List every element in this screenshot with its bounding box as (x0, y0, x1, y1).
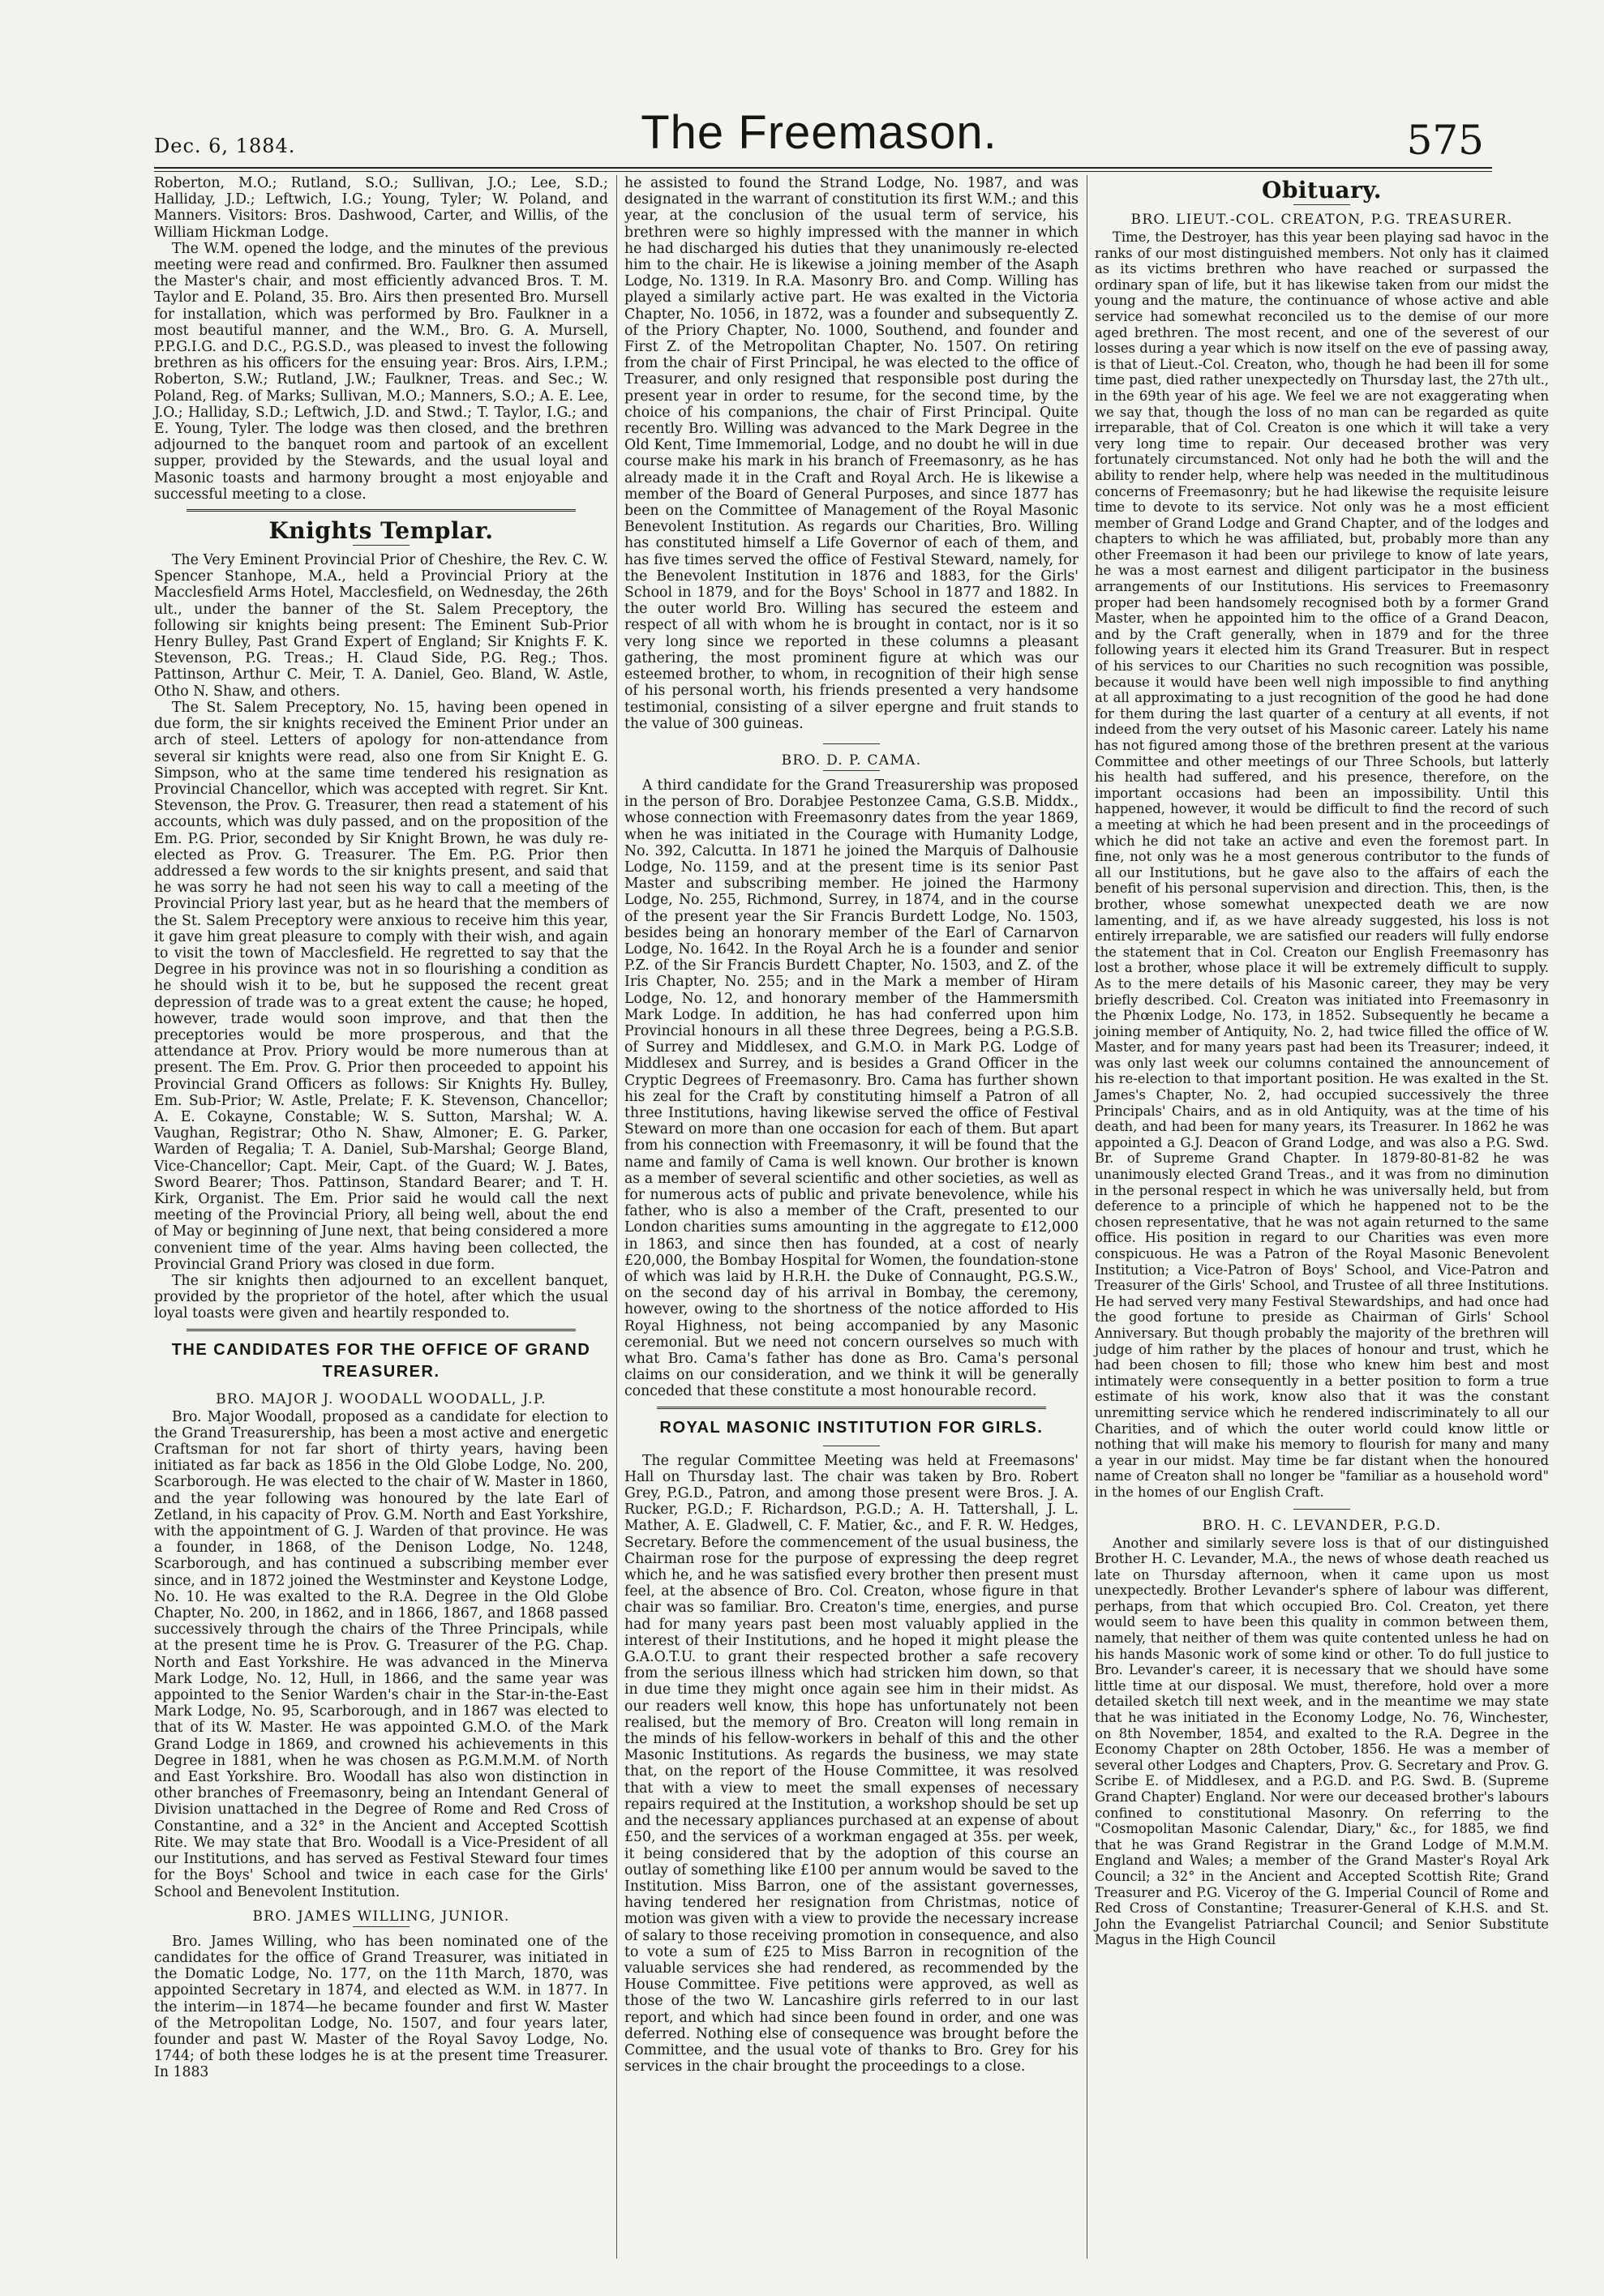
masthead (154, 105, 1484, 170)
paragraph: Bro. James Willing, who has been nominated one of the candidates for the office of Grand Treasurer, was initiated in the Domatic Lodge, No. 177, on the 11th March, 1870, was appointed Secretary in 1874, and elected as W.M. in 1877. In the interim—in 1874—he became founder and first W. Master of the Metropolitan Lodge, No. 1507, and four years later, founder and past W. Master of the Royal Savoy Lodge, No. 1744; of both these lodges he is at the present time Treasurer. In 1883 (154, 1933, 608, 2081)
section-title-candidates: THE CANDIDATES FOR THE OFFICE OF GRAND TREASURER. (171, 1340, 591, 1381)
issue-date: Dec. 6, 1884. (154, 135, 296, 157)
short-rule (823, 743, 880, 744)
column-1 (154, 175, 608, 2081)
short-rule (353, 1926, 410, 1927)
subsection-title-levander: BRO. H. C. LEVANDER, P.G.D. (1202, 1517, 1442, 1534)
section-rule (657, 1407, 1046, 1409)
subsection-title-willing: BRO. JAMES WILLING, JUNIOR. (252, 1908, 510, 1925)
paragraph: Another and similarly severe loss is that of our distinguished Brother H. C. Levander, M.A., the news of whose death reached us late on Thursday afternoon, when it came upon us most unexpectedly. Brother Levander's sphere of labour was different, perhaps, from that which occupied Bro. Col. Creaton, yet there would seem to have been this quality in common between them, namely, that neither of them was quite contented unless he had on his hands Masonic work of some kind or other. To do full justice to Bro. Levander's career, it is necessary that we should have some little time at our disposal. We must, therefore, hold over a more detailed sketch till next week, and in the meantime we may state that he was initiated in the Economy Lodge, No. 76, Winchester, on 8th November, 1854, and exalted to the R.A. Degree in the Economy Chapter on 28th October, 1856. He was a member of several other Lodges and Chapters, Prov. G. Secretary and Prov. G. Scribe E. of Middlesex, and a P.G.D. and P.G. Swd. B. (Supreme Grand Chapter) England. Nor were our deceased brother's labours confined to constitutional Masonry. On referring to the "Cosmopolitan Masonic Calendar, Diary," &c., for 1885, we find that he was Grand Registrar in the Grand Lodge of M.M.M. England and Wales; a member of the Grand Master's Royal Ark Council; a 32° in the Ancient and Accepted Scottish Rite; Grand Treasurer and P.G. Viceroy of the G. Imperial Council of Rome and Red Cross of Constantine; Treasurer-General of K.H.S. and St. John the Evangelist Patriarchal Council; and Senior Substitute Magus in the High Council (1095, 1535, 1549, 1948)
short-rule (823, 770, 880, 771)
paragraph: A third candidate for the Grand Treasurership was proposed in the person of Bro. Dorabjee Pestonzee Cama, G.S.B. Middx., whose connection with Freemasonry dates from the year 1869, when he was initiated in the Courage with Humanity Lodge, No. 392, Calcutta. In 1871 he joined the Marquis of Dalhousie Lodge, No. 1159, and at the present time is its senior Past Master and subscribing member. He joined the Harmony Lodge, No. 255, Richmond, Surrey, in 1874, and in the course of the present year the Sir Francis Burdett Lodge, No. 1503, besides being an honorary member of the Earl of Carnarvon Lodge, No. 1642. In the Royal Arch he is a founder and senior P.Z. of the Sir Francis Burdett Chapter, No. 1503, and Z. of the Iris Chapter, No. 255; and in the Mark a member of Hiram Lodge, No. 12, and honorary member of the Hammersmith Mark Lodge. In addition, he has had conferred upon him Provincial honours in all these three Degrees, being a P.G.S.B. of Surrey and Middlesex, and G.M.O. in Mark P.G. Lodge of Middlesex and Surrey, and is besides a Grand Officer in the Cryptic Degrees of Freemasonry. Bro. Cama has further shown his zeal for the Craft by constituting himself a Patron of all three Institutions, having likewise served the office of Festival Steward on more than one occasion for each of them. But apart from his connection with Freemasonry, it will be found that the name and family of Cama is well known. Our brother is known as a member of several scientific and other societies, as well as for numerous acts of public and private benevolence, while his father, who is also a member of the Craft, presented to our London charities sums amounting in the aggregate to £12,000 in 1863, and since then has founded, at a cost of nearly £20,000, the Bombay Hospital for Women, the foundation-stone of which was laid by H.R.H. the Duke of Connaught, P.G.S.W., on the second day of his arrival in Bombay, the ceremony, however, owing to the shortness of the notice afforded to His Royal Highness, not being accompanied by any Masonic ceremonial. But we need not concern ourselves so much with what Bro. Cama's father has done as Bro. Cama's personal claims on our consideration, and we think it will be generally conceded that these constitute a most honourable record. (624, 777, 1079, 1400)
paragraph: The St. Salem Preceptory, No. 15, having been opened in due form, the sir knights received the Eminent Prior under an arch of steel. Letters of apology for non-attendance from several sir knights were read, also one from Sir Knight E. G. Simpson, who at the same time tendered his resignation as Provincial Chancellor, which was accepted with regret. Sir Knt. Stevenson, the Prov. G. Treasurer, then read a statement of his accounts, which was duly passed, and on the proposition of the Em. P.G. Prior, seconded by Sir Knight Brown, he was duly re-elected as Prov. G. Treasurer. The Em. P.G. Prior then addressed a few words to the sir knights present, and said that he was sorry he had not seen his way to call a meeting of the Provincial Priory last year, but as he heard that the members of the St. Salem Preceptory were anxious to receive him this year, it gave him great pleasure to comply with their wish, and again to visit the town of Macclesfield. He regretted to say that the Degree in his province was not in so flourishing a condition as he should wish it to be, but he supposed the recent great depression of trade was to a great extent the cause; he hoped, however, trade would soon improve, and that then the preceptories would be more prosperous, and that the attendance at Prov. Priory would be more numerous than at present. The Em. Prov. G. Prior then proceeded to appoint his Provincial Grand Officers as follows: Sir Knights Hy. Bulley, Em. Sub-Prior; W. Astle, Prelate; F. K. Stevenson, Chancellor; A. E. Cokayne, Constable; W. S. Sutton, Marshal; W. A. Vaughan, Registrar; Otho N. Shaw, Almoner; E. G. Parker, Warden of Regalia; T. A. Daniel, Sub-Marshal; George Bland, Vice-Chancellor; Capt. Meir, Capt. of the Guard; W. J. Bates, Sword Bearer; Thos. Pattinson, Standard Bearer; and T. H. Kirk, Organist. The Em. Prior said he would call the next meeting of the Provincial Priory, all being well, about the end of May or beginning of June next, that being considered a more convenient time of the year. Alms having been collected, the Provincial Grand Priory was closed in due form. (154, 699, 608, 1273)
paragraph: Time, the Destroyer, has this year been playing sad havoc in the ranks of our most distinguished members. Not only has it claimed as its victims brethren who have reached or surpassed the ordinary span of life, but it has likewise taken from our midst the young and the mature, the continuance of whose active and able service had somewhat reconciled us to the demise of our more aged brethren. The most recent, and one of the severest of our losses during a year which is now itself on the eve of passing away, is that of Lieut.-Col. Creaton, who, though he had been ill for some time past, died rather unexpectedly on Thursday last, the 27th ult., in the 69th year of his age. We feel we are not exaggerating when we say that, though the loss of no man can be regarded as quite irreparable, that of Col. Creaton is one which it will take a very very long time to repair. Our deceased brother was very fortunately circumstanced. Not only had he both the will and the ability to render help, where help was needed in the multitudinous concerns of Freemasonry; but he had likewise the requisite leisure time to devote to its service. Not only was he a most efficient member of Grand Lodge and Grand Chapter, and of the lodges and chapters to which he was affiliated, but, probably more than any other Freemason it had been our privilege to know of late years, he was a most earnest and diligent participator in the business arrangements of our Institutions. His services to Freemasonry proper had been handsomely recognised both by a former Grand Master, when he appointed him to the office of a Grand Deacon, and by the Craft generally, when in 1879 and for the three following years it elected him its Grand Treasurer. But in respect of his services to our Charities no such recognition was possible, because it would have been well nigh impossible to find anything at all approximating to a just recognition of the good he had done for them during the last quarter of a century at all events, if not indeed from the very outset of his Masonic career. Lately his name has not figured among those of the brethren present at the various Committee and other meetings of our Three Schools, but latterly his health had suffered, and his presence, therefore, on the important occasions had been an impossibility. Until this happened, however, it would be difficult to find the record of such a meeting at which he had been present and in the proceedings of which he did not take an active and even the foremost part. In fine, not only was he a most generous contributor to the funds of all our Institutions, but he gave also to the affairs of each the benefit of his personal supervision and direction. This, then, is the brother, whose somewhat unexpected death we are now lamenting, and if, as we have already suggested, his loss is not entirely irreparable, we are satisfied our readers will fully endorse the statement that in Col. Creaton our English Freemasonry has lost a brother, whose place it will be extremely difficult to supply. As to the mere details of his Masonic career, they may be very briefly described. Col. Creaton was initiated into Freemasonry in the Phœnix Lodge, No. 173, in 1852. Subsequently he became a joining member of Antiquity, No. 2, had twice filled the office of W. Master, and for many years past had been its Treasurer; indeed, it was only last week our columns contained the announcement of his re-election to that important position. He was exalted in the St. James's Chapter, No. 2, had occupied successively the three Principals' Chairs, and as in old Antiquity, was at the time of his death, and had been for many years, its Treasurer. In 1862 he was appointed a G.J. Deacon of Grand Lodge, and was also a P.G. Swd. Br. of Supreme Grand Chapter. In 1879-80-81-82 he was unanimously elected Grand Treas., and it was from no diminution in the personal respect in which he was universally held, but from deference to a principle of which he happened not to be the chosen representative, that he was not again returned to the same office. His position in regard to our Charities was even more conspicuous. He was a Patron of the Royal Masonic Benevolent Institution; a Vice-Patron of Boys' School, and Vice-Patron and Treasurer of the Girls' School, and Trustee of all three Institutions. He had served very many Festival Stewardships, and had once had the good fortune to preside as Chairman of Girls' School Anniversary. But though probably the majority of the brethren will judge of him rather by the places of honour and trust, which he had been chosen to fill; those who knew him best and most intimately were consequently in a better position to form a true estimate of his work, know also that it was the constant unremitting service which he rendered indiscriminately to all our Charities, and of which the outer world could know little or nothing that will make his memory to flourish for many and many a year in our midst. May time be far distant when the honoured name of Creaton shall no longer be "familiar as a household word" in the homes of our English Craft. (1095, 229, 1549, 1500)
section-rule (187, 509, 576, 512)
paragraph: The Very Eminent Provincial Prior of Cheshire, the Rev. C. W. Spencer Stanhope, M.A., held a Provincial Priory at the Macclesfield Arms Hotel, Macclesfield, on Wednesday, the 26th ult., under the banner of the St. Salem Preceptory, the following sir knights being present: The Eminent Sub-Prior Henry Bulley, Past Grand Expert of England; Sir Knights F. K. Stevenson, P.G. Treas.; H. Claud Side, P.G. Reg.; Thos. Pattinson, Arthur C. Meir, T. A. Daniel, Geo. Bland, W. Astle, Otho N. Shaw, and others. (154, 552, 608, 700)
paragraph: Bro. Major Woodall, proposed as a candidate for election to the Grand Treasurership, has been a most active and energetic Craftsman for not far short of thirty years, having been initiated as far back as 1856 in the Old Globe Lodge, No. 200, Scarborough. He was elected to the chair of W. Master in 1860, and the year following was honoured by the late Earl of Zetland, in his capacity of Prov. G.M. North and East Yorkshire, with the appointment of G. J. Warden of that province. He was a founder, in 1868, of the Denison Lodge, No. 1248, Scarborough, and has continued a subscribing member ever since, and in 1872 joined the Westminster and Keystone Lodge, No. 10. He was exalted to the R.A. Degree in the Old Globe Chapter, No. 200, in 1862, and in 1866, 1867, and 1868 passed successively through the chairs of the Three Principals, while at the present time he is Prov. G. Treasurer of the P.G. Chap. North and East Yorkshire. He was advanced in the Minerva Mark Lodge, No. 12, Hull, in 1866, and the same year was appointed to the Senior Warden's chair in the Star-in-the-East Mark Lodge, No. 95, Scarborough, and in 1867 was elected to that of its W. Master. He was appointed G.M.O. of the Mark Grand Lodge in 1869, and crowned his achievements in this Degree in 1881, when he was chosen as P.G.M.M.M. of North and East Yorkshire. Bro. Woodall has also won distinction in other branches of Freemasonry, being an Intendant General of Division unattached in the Degree of Rome and Red Cross of Constantine, and a 32° in the Ancient and Accepted Scottish Rite. We may state that Bro. Woodall is a Vice-President of all our Institutions, and has served as Festival Steward four times for the Boys' School and twice in each case for the Girls' School and Benevolent Institution. (154, 1408, 608, 1900)
paragraph: The regular Committee Meeting was held at Freemasons' Hall on Thursday last. The chair was taken by Bro. Robert Grey, P.G.D., Patron, and among those present were Bros. J. A. Rucker, P.G.D.; F. Richardson, P.G.D.; A. H. Tattershall, J. L. Mather, A. E. Gladwell, C. F. Matier, &c., and F. R. W. Hedges, Secretary. Before the commencement of the usual business, the Chairman rose for the purpose of expressing the deep regret which he, and he was satisfied every brother then present must feel, at the absence of Bro. Col. Creaton, whose figure in that chair was so familiar. Bro. Creaton's time, energies, and purse had for many years past been most valuably applied in the interest of their Institutions, and he hoped it might please the G.A.O.T.U. to grant their respected brother a safe recovery from the serious illness which had stricken him down, so that in due time they might once again see him in their midst. As our readers well know, this hope has unfortunately not been realised, but the memory of Bro. Creaton will long remain in the minds of his fellow-workers in behalf of this and the other Masonic Institutions. As regards the business, we may state that, on the report of the House Committee, it was resolved that with a view to meet the small expenses of necessary repairs required at the Institution, a workshop should be set up and the necessary appliances purchased at an expense of about £50, and the services of a workman engaged at 35s. per week, it being considered that by the adoption of this course an outlay of something like £100 per annum would be saved to the Institution. Miss Barron, one of the assistant governesses, having tendered her resignation from Christmas, notice of motion was given with a view to provide the necessary increase of salary to those receiving promotion in consequence, and also to vote a sum of £25 to Miss Barron in recognition of the valuable services she had rendered, as recommended by the House Committee. Five petitions were approved, as well as those of the two W. Lancashire girls referred to in our last report, and which had since been found in order, and one was deferred. Nothing else of consequence was brought before the Committee, and the usual vote of thanks to Bro. Grey for his services in the chair brought the proceedings to a close. (624, 1452, 1079, 2075)
section-rule (187, 1329, 576, 1331)
short-rule (1293, 1509, 1350, 1510)
column-3 (1095, 175, 1549, 1948)
paragraph: The W.M. opened the lodge, and the minutes of the previous meeting were read and confirmed. Bro. Faulkner then assumed the Master's chair, and most efficiently advanced Bros. T. M. Taylor and E. Poland, 35. Bro. Airs then presented Bro. Mursell for installation, which was performed by Bro. Faulkner in a most beautiful manner, and the W.M., Bro. G. A. Mursell, P.P.G.I.G. and D.C., P.G.S.D., was pleased to invest the following brethren as his officers for the ensuing year: Bros. Airs, I.P.M.; Roberton, S.W.; Rutland, J.W.; Faulkner, Treas. and Sec.; W. Poland, Reg. of Marks; Sullivan, M.O.; Manners, S.O.; A. E. Lee, J.O.; Halliday, S.D.; Leftwich, J.D. and Stwd.; T. Taylor, I.G.; and E. Young, Tyler. The lodge was then closed, and the brethren adjourned to the banquet room and partook of an excellent supper, provided by the Stewards, and the usual loyal and Masonic toasts and harmony brought a most enjoyable and successful meeting to a close. (154, 240, 608, 503)
short-rule (1293, 204, 1350, 205)
subsection-title-cama: BRO. D. P. CAMA. (781, 752, 922, 769)
paragraph: The sir knights then adjourned to an excellent banquet, provided by the proprietor of the hotel, after which the usual loyal toasts were given and heartily responded to. (154, 1273, 608, 1322)
section-title-obituary: Obituary. (1261, 177, 1383, 203)
paragraph: he assisted to found the Strand Lodge, No. 1987, and was designated in the warrant of constitution its first W.M.; and this year, at the conclusion of the usual term of service, his brethren were so highly impressed with the manner in which he had discharged his duties that they unanimously re-elected him to the chair. He is likewise a joining member of the Asaph Lodge, No. 1319. In R.A. Masonry Bro. and Comp. Willing has played a similarly active part. He was exalted in the Victoria Chapter, No. 1056, in 1872, was a founder and subsequently Z. of the Priory Chapter, No. 1000, Southend, and founder and First Z. of the Metropolitan Chapter, No. 1507. On retiring from the chair of First Principal, he was elected to the office of Treasurer, and only resigned that responsible post during the present year in order to resume, for the second time, by the choice of his companions, the chair of First Principal. Quite recently Bro. Willing was advanced to the Mark Degree in the Old Kent, Time Immemorial, Lodge, and no doubt he will in due course make his mark in his branch of Freemasonry, as he has already made it in the Craft and Royal Arch. He is likewise a member of the Board of General Purposes, and since 1877 has been on the Committee of Management of the Royal Masonic Benevolent Institution. As regards our Charities, Bro. Willing has constituted himself a Life Governor of each of them, and has five times served the office of Festival Steward, namely, for the Benevolent Institution in 1876 and 1883, for the Girls' School in 1879, and for the Boys' School in 1877 and 1882. In the outer world Bro. Willing has secured the esteem and respect of all with whom he is brought in contact, nor is it so very long since we reported in these columns a pleasant gathering, the most prominent figure at which was our esteemed brother, to whom, in recognition of their high sense of his personal worth, his friends presented a very handsome testimonial, consisting of a silver epergne and fruit stands to the value of 300 guineas. (624, 175, 1079, 732)
section-title-girls-institution: ROYAL MASONIC INSTITUTION FOR GIRLS. (659, 1418, 1044, 1437)
page-number: 575 (1406, 117, 1484, 164)
publication-title: The Freemason. (641, 106, 997, 159)
column-divider (616, 175, 617, 2259)
masthead-rule (154, 167, 1492, 172)
subsection-title-woodall: BRO. MAJOR J. WOODALL WOODALL, J.P. (216, 1390, 547, 1407)
paragraph: Roberton, M.O.; Rutland, S.O.; Sullivan, J.O.; Lee, S.D.; Halliday, J.D.; Leftwich, I.G.; Young, Tyler; W. Poland, and Manners. Visitors: Bros. Dashwood, Carter, and Willis, of the William Hickman Lodge. (154, 175, 608, 241)
section-title-knights-templar: Knights Templar. (268, 517, 494, 545)
subsection-title-creaton: BRO. LIEUT.-COL. CREATON, P.G. TREASURER. (1130, 212, 1513, 228)
short-rule (353, 545, 410, 546)
column-2 (624, 175, 1079, 2075)
